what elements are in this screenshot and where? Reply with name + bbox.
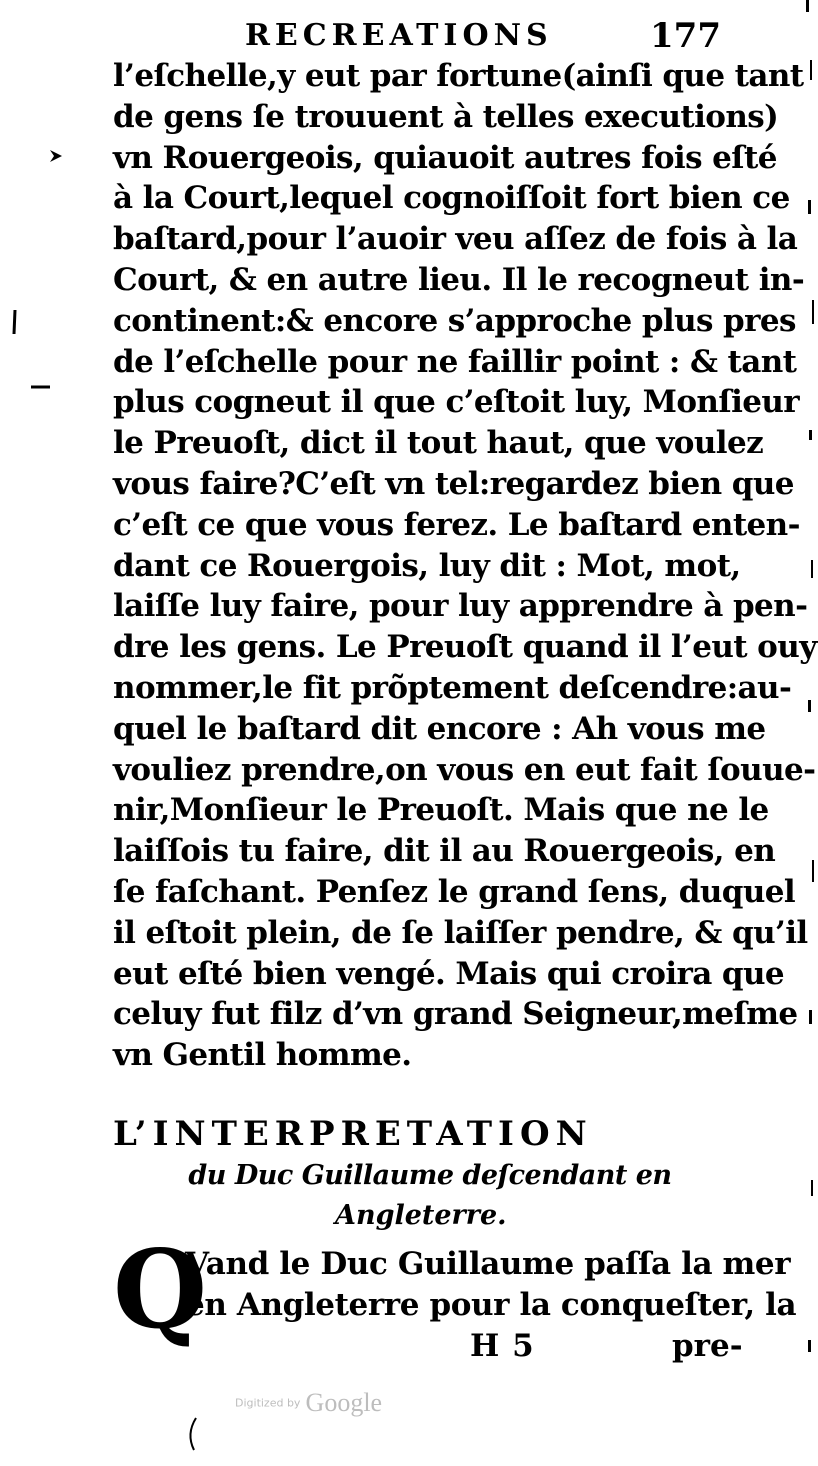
page-edge (800, 0, 818, 1466)
text-line: le Preuoſt, dict il tout haut, que voulez (113, 425, 764, 462)
text-line: baſtard,pour l’auoir veu aſſez de fois à la (113, 221, 798, 258)
section-subheading-continued: Angleterre. (335, 1200, 507, 1231)
section-text-line: Vand le Duc Guillaume paſſa la mer (185, 1246, 791, 1282)
text-line: continent:& encore s’approche plus pres (113, 302, 796, 339)
margin-tick-mark (10, 308, 20, 336)
text-line: dant ce Rouergois, luy dit : Mot, mot, (113, 547, 741, 584)
text-line: vn Gentil homme. (113, 1037, 412, 1074)
text-line: eut eſté bien vengé. Mais qui croira que (113, 955, 785, 992)
text-line: laiſſois tu faire, dit il au Rouergeois, en (113, 833, 776, 870)
watermark-brand: Google (305, 1388, 383, 1417)
text-line: de l’eſchelle pour ne faillir point : & tant (113, 343, 797, 380)
drop-cap: Q (113, 1227, 208, 1353)
section-subheading: du Duc Guillaume deſcendant en (188, 1160, 672, 1191)
text-line: Court, & en autre lieu. Il le recogneut in- (113, 261, 805, 298)
section-heading: L’INTERPRETATION (113, 1114, 593, 1154)
watermark-prefix: Digitized by (235, 1396, 301, 1410)
catchword: pre- (672, 1328, 743, 1364)
text-line: c’eſt ce que vous ferez. Le baſtard enten- (113, 506, 800, 543)
text-line: celuy fut filz d’vn grand Seigneur,meſme (113, 996, 798, 1033)
text-line: l’eſchelle,y eut par fortune(ainſi que tant (113, 58, 804, 94)
running-head: RECREATIONS (245, 18, 553, 53)
digitization-watermark (235, 1388, 382, 1418)
text-line: nommer,le fit prõptement deſcendre:au- (113, 669, 792, 706)
text-line: vouliez prendre,on vous en eut fait ſouue- (113, 751, 816, 788)
text-line: vn Rouergeois, quiauoit autres fois eſté (113, 139, 777, 176)
text-line: plus cogneut il que c’eſtoit luy, Monſieur (113, 384, 800, 421)
text-line: vous faire?C’eſt vn tel:regardez bien que (113, 465, 794, 502)
text-line: à la Court,lequel cognoiſſoit fort bien ce (113, 180, 790, 217)
margin-arrow-mark (46, 146, 66, 166)
margin-dash-mark (30, 383, 52, 391)
text-line: quel le baſtard dit encore : Ah vous me (113, 710, 766, 747)
body-text (113, 56, 817, 1076)
text-line: il eſtoit plein, de ſe laiſſer pendre, & qu’il (113, 914, 808, 951)
section-text-line: en Angleterre pour la conqueſter, la (185, 1286, 797, 1323)
signature-mark: H 5 (470, 1328, 535, 1364)
text-line: laiſſe luy faire, pour luy apprendre à pen- (113, 588, 808, 625)
text-line: ſe faſchant. Penſez le grand ſens, duquel (113, 873, 796, 910)
text-line: de gens ſe trouuent à telles executions) (113, 98, 779, 135)
section-paragraph (185, 1244, 797, 1326)
text-line: dre les gens. Le Preuoſt quand il l’eut ouy (113, 629, 817, 666)
text-line: nir,Monſieur le Preuoſt. Mais que ne le (113, 792, 769, 829)
margin-curve-mark (184, 1416, 198, 1452)
page-number: 177 (650, 16, 721, 56)
